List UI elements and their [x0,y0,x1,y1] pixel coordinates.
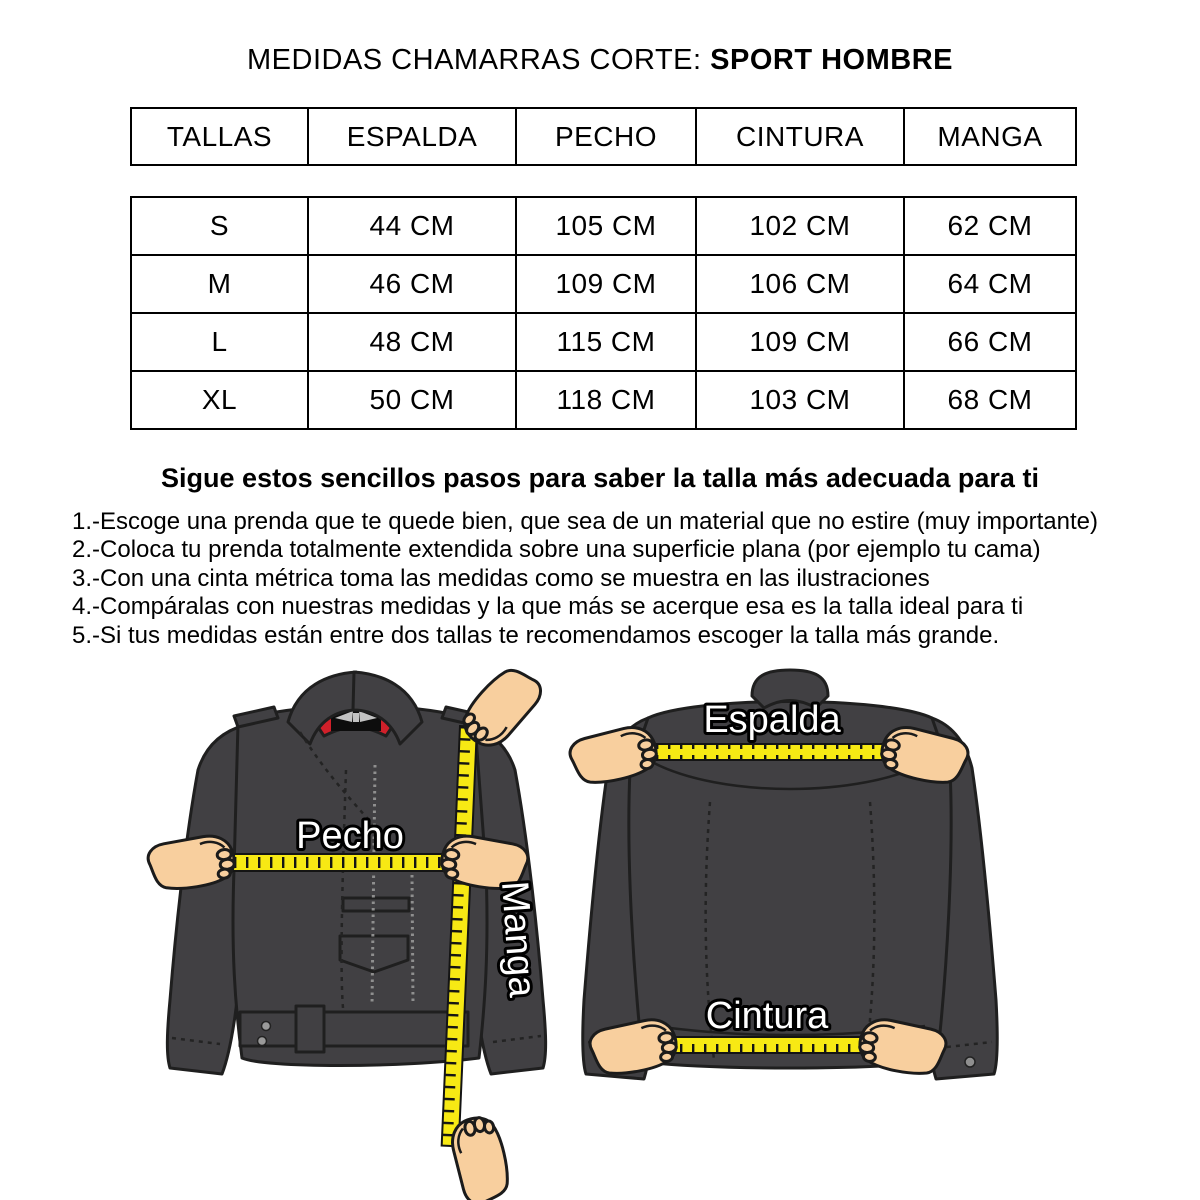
cell-size: M [131,255,308,313]
hand-sleeve-bottom [449,1114,512,1200]
guide-step-2: 2.-Coloca tu prenda totalmente extendida sobre una superficie plana (por ejemplo tu cama) [72,536,1041,564]
pecho-label: Pecho [296,815,404,857]
header-manga: MANGA [904,108,1076,165]
cell-size: S [131,197,308,255]
belt-buckle [296,1006,324,1052]
cell-espalda: 48 CM [308,313,516,371]
page-title [0,44,1200,77]
belt-snap [258,1037,267,1046]
cell-cintura: 102 CM [696,197,904,255]
cell-cintura: 103 CM [696,371,904,429]
guide-heading: Sigue estos sencillos pasos para saber la talla más adecuada para ti [161,463,1039,493]
cuff-snap [965,1057,975,1067]
cell-espalda: 50 CM [308,371,516,429]
cell-size: L [131,313,308,371]
header-espalda: ESPALDA [308,108,516,165]
cell-pecho: 105 CM [516,197,696,255]
cell-manga: 68 CM [904,371,1076,429]
table-row [131,313,1076,371]
header-cintura: CINTURA [696,108,904,165]
cell-manga: 66 CM [904,313,1076,371]
cintura-label: Cintura [705,995,829,1037]
guide-steps [72,508,1098,650]
title-prefix: MEDIDAS CHAMARRAS CORTE: [247,44,711,76]
table-row [131,255,1076,313]
header-pecho: PECHO [516,108,696,165]
guide-step-3: 3.-Con una cinta métrica toma las medidas como se muestra en las ilustraciones [72,564,930,592]
cell-size: XL [131,371,308,429]
espalda-label: Espalda [703,699,841,741]
size-table-header [130,107,1077,166]
manga-label: Manga [493,879,544,999]
belt [240,1012,468,1046]
cell-pecho: 118 CM [516,371,696,429]
cell-cintura: 106 CM [696,255,904,313]
table-header-row [131,108,1076,165]
cell-pecho: 109 CM [516,255,696,313]
jacket-front-illustration [150,670,570,1200]
cell-manga: 64 CM [904,255,1076,313]
chest-welt-pocket [343,898,409,911]
table-row [131,371,1076,429]
cell-cintura: 109 CM [696,313,904,371]
cell-manga: 62 CM [904,197,1076,255]
title-bold: SPORT HOMBRE [710,44,953,76]
belt-snap [262,1022,271,1031]
cell-pecho: 115 CM [516,313,696,371]
espalda-tape [642,744,894,760]
guide-step-1: 1.-Escoge una prenda que te quede bien, que sea de un material que no estire (muy importante) [72,508,1098,535]
table-row [131,197,1076,255]
header-tallas: TALLAS [131,108,308,165]
cell-espalda: 46 CM [308,255,516,313]
cell-espalda: 44 CM [308,197,516,255]
guide-step-4: 4.-Compáralas con nuestras medidas y la que más se acerque esa es la talla ideal para ti [72,593,1024,621]
cintura-tape [664,1037,872,1053]
guide-step-5: 5.-Si tus medidas están entre dos tallas te recomendamos escoger la talla más grande. [72,621,1000,649]
jacket-back-illustration [560,670,1020,1090]
jacket-front-svg [150,670,570,1200]
jacket-back-svg [560,670,1020,1090]
size-table-body [130,196,1077,430]
